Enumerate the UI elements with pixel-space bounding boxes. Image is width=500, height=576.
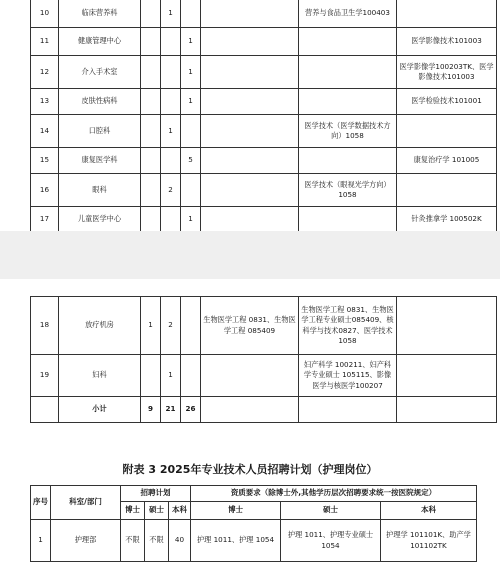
table-row xyxy=(31,520,477,562)
requirement-bachelor xyxy=(397,115,497,148)
table-row xyxy=(31,115,497,148)
plan-bachelor: 40 xyxy=(169,520,191,562)
header-plan: 招聘计划 xyxy=(121,486,191,502)
plan-master: 不限 xyxy=(145,520,169,562)
requirement-phd xyxy=(201,89,299,115)
plan-phd xyxy=(141,207,161,233)
plan-bachelor xyxy=(181,115,201,148)
department-name: 临床营养科 xyxy=(59,0,141,28)
subtotal-row xyxy=(31,397,497,423)
subtotal-master: 21 xyxy=(161,397,181,423)
table-row xyxy=(31,355,497,397)
requirement-phd xyxy=(201,355,299,397)
plan-bachelor xyxy=(181,174,201,207)
plan-bachelor xyxy=(181,0,201,28)
table-row xyxy=(31,174,497,207)
requirement-master xyxy=(299,28,397,56)
department-name: 眼科 xyxy=(59,174,141,207)
department-name: 护理部 xyxy=(51,520,121,562)
plan-bachelor: 1 xyxy=(181,89,201,115)
row-number: 14 xyxy=(31,115,59,148)
requirement-bachelor: 护理学 101101K、助产学 101102TK xyxy=(381,520,477,562)
requirement-master: 医学技术（医学数据技术方向）1058 xyxy=(299,115,397,148)
requirement-phd xyxy=(201,115,299,148)
plan-master xyxy=(161,207,181,233)
plan-master: 2 xyxy=(161,174,181,207)
requirement-phd xyxy=(201,174,299,207)
plan-phd xyxy=(141,355,161,397)
requirement-bachelor: 医学影像学100203TK、医学影像技术101003 xyxy=(397,56,497,89)
header-bach: 本科 xyxy=(169,502,191,520)
table-row xyxy=(31,56,497,89)
row-number: 15 xyxy=(31,148,59,174)
plan-phd xyxy=(141,89,161,115)
requirement-master xyxy=(299,207,397,233)
plan-master xyxy=(161,28,181,56)
requirement-master xyxy=(299,89,397,115)
plan-phd xyxy=(141,0,161,28)
requirement-phd: 护理 1011、护理 1054 xyxy=(191,520,281,562)
plan-phd xyxy=(141,56,161,89)
plan-master xyxy=(161,56,181,89)
row-number: 12 xyxy=(31,56,59,89)
plan-bachelor: 1 xyxy=(181,28,201,56)
requirement-bachelor: 医学检验技术101001 xyxy=(397,89,497,115)
subtotal-no-cell xyxy=(31,397,59,423)
table-row xyxy=(31,148,497,174)
plan-bachelor: 5 xyxy=(181,148,201,174)
plan-master: 1 xyxy=(161,355,181,397)
department-name: 放疗机房 xyxy=(59,297,141,355)
header-requirements: 资质要求（除博士外,其他学历层次招聘要求统一按医院规定） xyxy=(191,486,477,502)
plan-master xyxy=(161,89,181,115)
plan-master: 2 xyxy=(161,297,181,355)
header-dept: 科室/部门 xyxy=(51,486,121,520)
plan-phd xyxy=(141,174,161,207)
header-phd: 博士 xyxy=(121,502,145,520)
table-row xyxy=(31,89,497,115)
requirement-bachelor xyxy=(397,297,497,355)
table3-title: 附表 3 2025年专业技术人员招聘计划（护理岗位） xyxy=(122,463,378,476)
table-row xyxy=(31,207,497,233)
table-row xyxy=(31,297,497,355)
plan-bachelor: 1 xyxy=(181,207,201,233)
requirement-phd: 生物医学工程 0831、生物医学工程 085409 xyxy=(201,297,299,355)
subtotal-bach: 26 xyxy=(181,397,201,423)
row-number: 11 xyxy=(31,28,59,56)
header-req-bach: 本科 xyxy=(381,502,477,520)
requirement-master: 生物医学工程 0831、生物医学工程专业硕士085409、核科学与技术0827、医学技术 1058 xyxy=(299,297,397,355)
requirement-bachelor xyxy=(397,0,497,28)
requirement-bachelor xyxy=(397,174,497,207)
requirement-bachelor xyxy=(397,355,497,397)
subtotal-phd: 9 xyxy=(141,397,161,423)
requirement-master: 妇产科学 100211、妇产科学专业硕士 105115、影像医学与核医学100207 xyxy=(299,355,397,397)
row-number: 1 xyxy=(31,520,51,562)
department-name: 口腔科 xyxy=(59,115,141,148)
requirement-master xyxy=(299,56,397,89)
plan-master: 1 xyxy=(161,0,181,28)
requirement-master xyxy=(299,148,397,174)
requirement-phd xyxy=(201,207,299,233)
requirement-master: 营养与食品卫生学100403 xyxy=(299,0,397,28)
row-number: 18 xyxy=(31,297,59,355)
department-name: 儿童医学中心 xyxy=(59,207,141,233)
subtotal-label: 小计 xyxy=(59,397,141,423)
plan-bachelor xyxy=(181,297,201,355)
table-row xyxy=(31,0,497,28)
requirement-bachelor: 康复治疗学 101005 xyxy=(397,148,497,174)
department-name: 康复医学科 xyxy=(59,148,141,174)
requirement-phd xyxy=(201,148,299,174)
plan-bachelor: 1 xyxy=(181,56,201,89)
requirement-phd xyxy=(201,28,299,56)
department-name: 介入手术室 xyxy=(59,56,141,89)
row-number: 19 xyxy=(31,355,59,397)
header-req-master: 硕士 xyxy=(281,502,381,520)
recruitment-table-part2 xyxy=(30,296,497,423)
row-number: 17 xyxy=(31,207,59,233)
nursing-recruitment-table xyxy=(30,485,477,562)
row-number: 16 xyxy=(31,174,59,207)
department-name: 健康管理中心 xyxy=(59,28,141,56)
header-req-phd: 博士 xyxy=(191,502,281,520)
requirement-phd xyxy=(201,56,299,89)
plan-master xyxy=(161,148,181,174)
plan-phd xyxy=(141,28,161,56)
plan-phd: 不限 xyxy=(121,520,145,562)
plan-master: 1 xyxy=(161,115,181,148)
row-number: 13 xyxy=(31,89,59,115)
header-no: 序号 xyxy=(31,486,51,520)
department-name: 皮肤性病科 xyxy=(59,89,141,115)
row-number: 10 xyxy=(31,0,59,28)
plan-phd: 1 xyxy=(141,297,161,355)
requirement-phd xyxy=(201,0,299,28)
requirement-bachelor: 医学影像技术101003 xyxy=(397,28,497,56)
requirement-master: 医学技术（眼视光学方向）1058 xyxy=(299,174,397,207)
plan-bachelor xyxy=(181,355,201,397)
page-gap xyxy=(0,231,500,279)
plan-phd xyxy=(141,148,161,174)
plan-phd xyxy=(141,115,161,148)
requirement-master: 护理 1011、护理专业硕士 1054 xyxy=(281,520,381,562)
table-row xyxy=(31,28,497,56)
recruitment-table-part1 xyxy=(30,0,497,233)
department-name: 妇科 xyxy=(59,355,141,397)
header-master: 硕士 xyxy=(145,502,169,520)
requirement-bachelor: 针灸推拿学 100502K xyxy=(397,207,497,233)
